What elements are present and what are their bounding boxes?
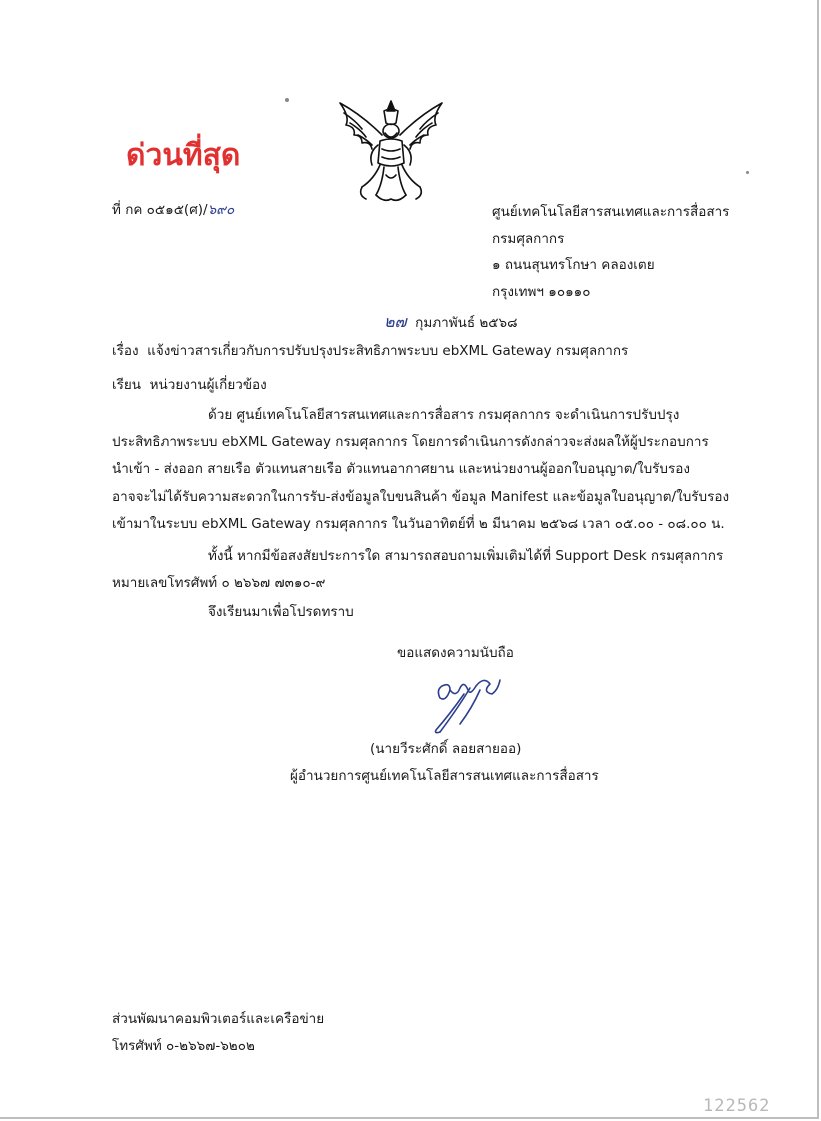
body-paragraph-1	[112, 402, 729, 538]
sender-address-line-2: กรมศุลกากร	[492, 231, 565, 247]
reference-prefix: ที่ กค ๐๕๑๕(ศ)/	[112, 202, 208, 218]
recipient-text: หน่วยงานผู้เกี่ยวข้อง	[149, 377, 267, 393]
body-paragraph-2	[112, 543, 723, 597]
closing-intro: จึงเรียนมาเพื่อโปรดทราบ	[208, 604, 354, 620]
signer-name: (นายวีระศักดิ์ ลอยสายออ)	[370, 741, 522, 757]
letter-date	[384, 313, 517, 332]
paragraph-line: เข้ามาในระบบ ebXML Gateway กรมศุลกากร ในวันอาทิตย์ที่ ๒ มีนาคม ๒๕๖๘ เวลา ๐๕.๐๐ - ๐๘.๐๐ น.	[112, 515, 725, 532]
sender-address-line-1: ศูนย์เทคโนโลยีสารสนเทศและการสื่อสาร	[492, 204, 730, 220]
stamp-number: 122562	[703, 1096, 771, 1116]
signer-title: ผู้อำนวยการศูนย์เทคโนโลยีสารสนเทศและการสื่อสาร	[290, 768, 599, 784]
subject-line	[112, 342, 628, 360]
footer-phone: โทรศัพท์ ๐-๒๖๖๗-๖๒๐๒	[112, 1038, 255, 1054]
paragraph-line: ด้วย ศูนย์เทคโนโลยีสารสนเทศและการสื่อสาร กรมศุลกากร จะดำเนินการปรับปรุง	[208, 407, 680, 423]
recipient-label: เรียน	[112, 377, 142, 393]
subject-text: แจ้งข่าวสารเกี่ยวกับการปรับปรุงประสิทธิภาพระบบ ebXML Gateway กรมศุลกากร	[147, 343, 629, 359]
closing-salutation: ขอแสดงความนับถือ	[397, 645, 514, 661]
sender-address-line-4: กรุงเทพฯ ๑๐๑๑๐	[492, 284, 591, 300]
sender-address-line-3: ๑ ถนนสุนทรโกษา คลองเตย	[492, 257, 655, 273]
footer-department: ส่วนพัฒนาคอมพิวเตอร์และเครือข่าย	[112, 1011, 325, 1027]
paragraph-line: นำเข้า - ส่งออก สายเรือ ตัวแทนสายเรือ ตัวแทนอากาศยาน และหน่วยงานผู้ออกใบอนุญาต/ใบรับรอง	[112, 461, 690, 478]
paragraph-line: ประสิทธิภาพระบบ ebXML Gateway กรมศุลกากร โดยการดำเนินการดังกล่าวจะส่งผลให้ผู้ประกอบการ	[112, 434, 709, 451]
reference-handwritten-number: ๖๙๐	[207, 202, 235, 218]
date-day-handwritten: ๒๗	[384, 312, 407, 331]
garuda-emblem-icon	[332, 95, 450, 207]
urgency-label: ด่วนที่สุด	[126, 138, 241, 173]
paragraph-line: ทั้งนี้ หากมีข้อสงสัยประการใด สามารถสอบถามเพิ่มเติมได้ที่ Support Desk กรมศุลกากร	[208, 548, 724, 564]
paragraph-line: หมายเลขโทรศัพท์ ๐ ๒๖๖๗ ๗๓๑๐-๙	[112, 575, 326, 592]
scan-speck	[746, 171, 749, 174]
recipient-line	[112, 376, 267, 394]
handwritten-signature	[420, 668, 520, 738]
date-month-year: กุมภาพันธ์ ๒๕๖๘	[415, 315, 518, 331]
reference-number	[112, 201, 234, 219]
paragraph-line: อาจจะไม่ได้รับความสะดวกในการรับ-ส่งข้อมูลใบขนสินค้า ข้อมูล Manifest และข้อมูลใบอนุญาต/ใบรับรอง	[112, 488, 730, 505]
subject-label: เรื่อง	[112, 343, 139, 359]
scan-speck	[285, 98, 289, 102]
